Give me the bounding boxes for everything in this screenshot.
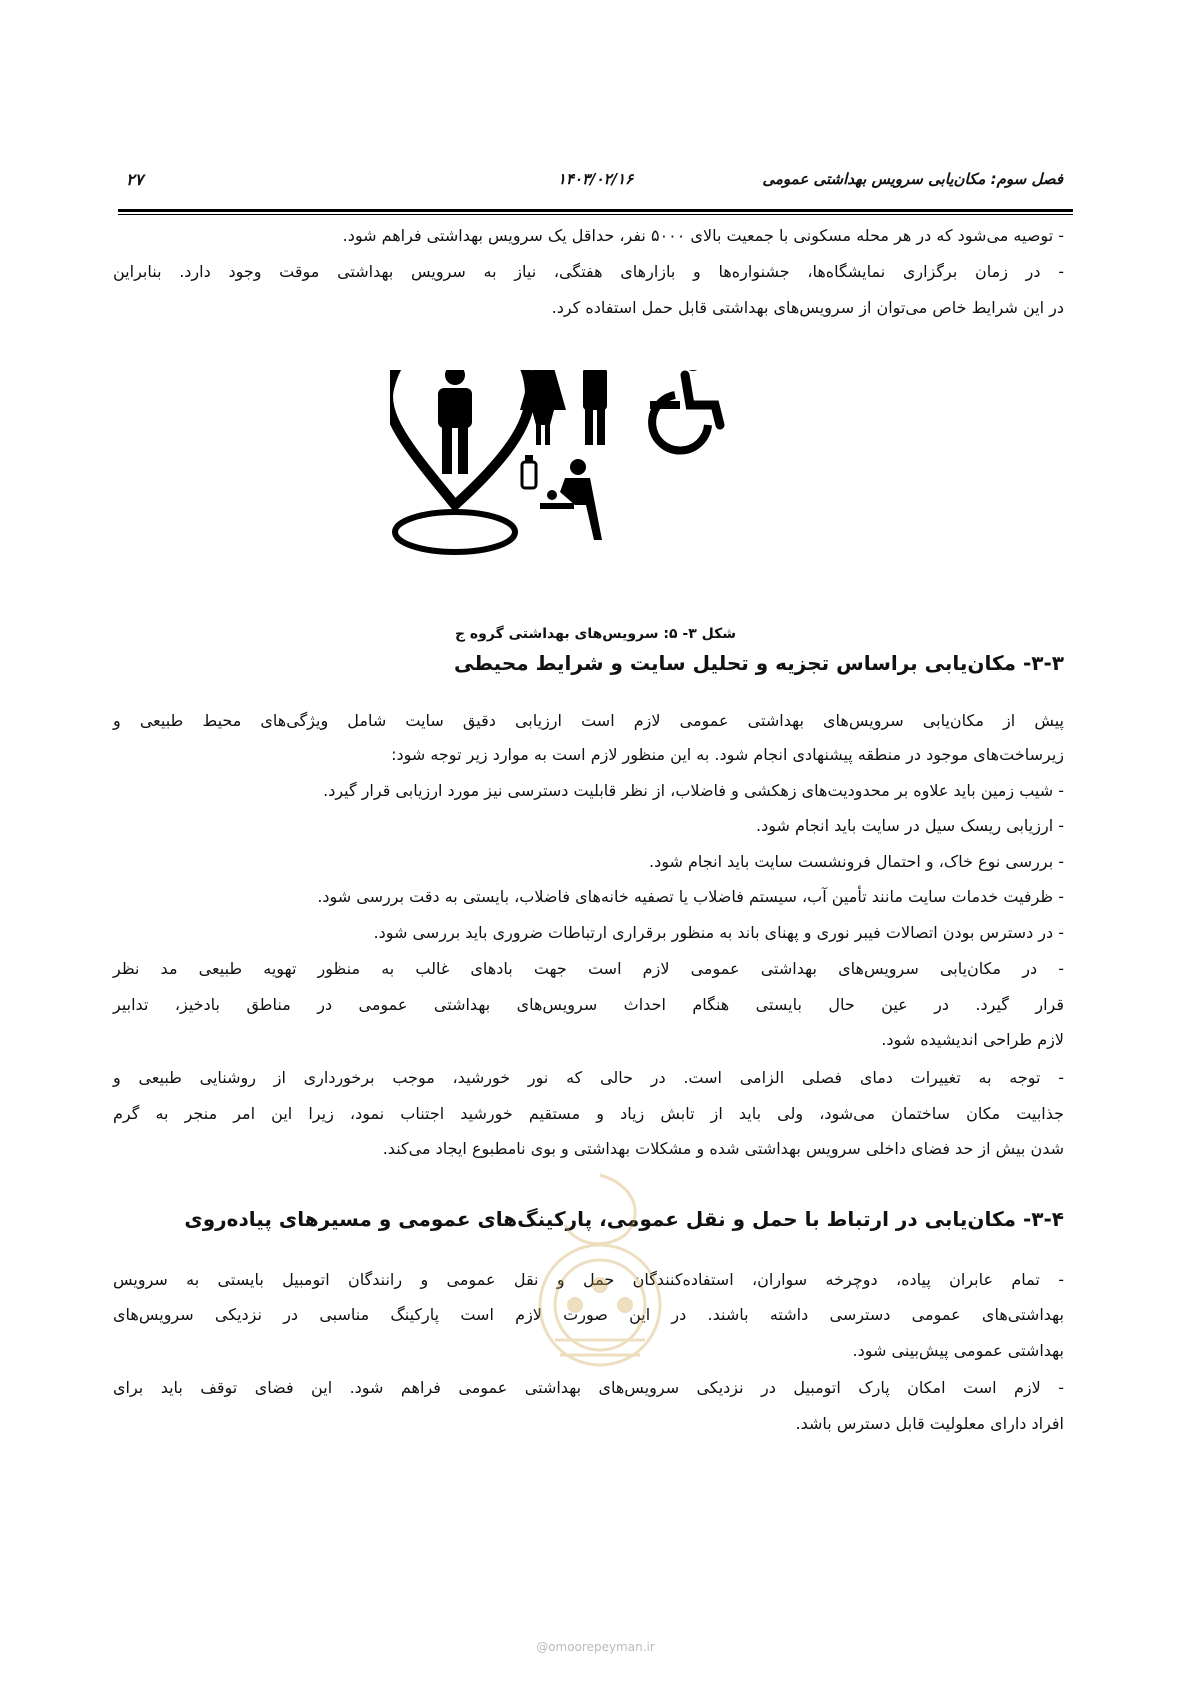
- chapter-title: فصل سوم: مکان‌یابی سرویس بهداشتی عمومی: [762, 170, 1063, 188]
- section-3-3-para-2: زیرساخت‌های موجود در منطقه پیشنهادی انجام شود. به این منظور لازم است به موارد زیر توجه شود:: [391, 745, 1064, 764]
- section-3-3-bullet-7-end: شدن بیش از حد فضای داخلی سرویس بهداشتی شده و مشکلات بهداشتی و بوی نامطبوع ایجاد می‌کند.: [382, 1139, 1064, 1158]
- intro-bullet-2-cont: در این شرایط خاص می‌توان از سرویس‌های بهداشتی قابل حمل استفاده کرد.: [551, 298, 1064, 317]
- section-3-4-bullet-2: - لازم است امکان پارک اتومبیل در نزدیکی سرویس‌های بهداشتی عمومی فراهم شود. این فضای توقف باید برای: [113, 1378, 1064, 1397]
- page-number: ۲۷: [126, 170, 144, 189]
- header-date: ۱۴۰۳/۰۲/۱۶: [557, 170, 634, 188]
- section-3-3-bullet-5: - در دسترس بودن اتصالات فیبر نوری و پهنای باند به منظور برقراری ارتباطات ضروری باید بررسی شود.: [373, 923, 1064, 942]
- section-3-3-bullet-2: - ارزیابی ریسک سیل در سایت باید انجام شود.: [756, 816, 1064, 835]
- man-icon: [583, 370, 607, 445]
- section-3-3-bullet-6-end: لازم طراحی اندیشیده شود.: [881, 1030, 1064, 1049]
- section-3-3-bullet-6-cont: قرار گیرد. در عین حال بایستی هنگام احداث سرویس‌های بهداشتی عمومی در مناطق بادخیز، تدابیر: [113, 995, 1064, 1014]
- section-3-4-bullet-1-cont: بهداشتی‌های عمومی دسترسی داشته باشند. در این صورت لازم است پارکینگ مناسبی در نزدیکی سرویس‌های: [113, 1305, 1064, 1324]
- header-rule-thin: [118, 214, 1073, 215]
- watermark-url: @omoorepeyman.ir: [536, 1640, 655, 1654]
- section-3-3-bullet-4: - ظرفیت خدمات سایت مانند تأمین آب، سیستم فاضلاب یا تصفیه خانه‌های فاضلاب، بایستی به دقت بررسی شود.: [317, 887, 1064, 906]
- intro-bullet-1: - توصیه می‌شود که در هر محله مسکونی با جمعیت بالای ۵۰۰۰ نفر، حداقل یک سرویس بهداشتی فراهم شود.: [342, 226, 1064, 245]
- sanitary-services-figure: [390, 370, 780, 605]
- baby-changing-icon: [540, 459, 602, 540]
- wheelchair-icon: [650, 370, 720, 451]
- pin-person-figure: [438, 370, 472, 474]
- figure-caption: شکل ۳- ۵: سرویس‌های بهداشتی گروه ج: [454, 626, 737, 642]
- section-3-3-bullet-1: - شیب زمین باید علاوه بر محدودیت‌های زهکشی و فاضلاب، از نظر قابلیت دسترسی نیز مورد ارزیابی قرار گیرد.: [323, 781, 1064, 800]
- section-3-3-bullet-3: - بررسی نوع خاک، و احتمال فرونشست سایت باید انجام شود.: [649, 852, 1064, 871]
- section-3-4-bullet-1-end: بهداشتی عمومی پیش‌بینی شود.: [852, 1341, 1064, 1360]
- section-3-3-bullet-6: - در مکان‌یابی سرویس‌های بهداشتی عمومی لازم است جهت بادهای غالب به منظور تهویه طبیعی مد نظر: [113, 959, 1064, 978]
- section-3-3-para-1: پیش از مکان‌یابی سرویس‌های بهداشتی عمومی لازم است ارزیابی دقیق سایت شامل ویژگی‌های محیط طبیعی و: [113, 711, 1064, 730]
- section-3-4-bullet-1: - تمام عابران پیاده، دوچرخه سواران، استفاده‌کنندگان حمل و نقل عمومی و رانندگان اتومبیل بایستی به سرویس: [113, 1270, 1064, 1289]
- section-3-4-bullet-2-cont: افراد دارای معلولیت قابل دسترس باشد.: [795, 1414, 1064, 1433]
- header-rule-thick: [118, 209, 1073, 212]
- intro-bullet-2: - در زمان برگزاری نمایشگاه‌ها، جشنواره‌ها و بازارهای هفتگی، نیاز به سرویس بهداشتی موقت وجود دارد. بنابراین: [113, 262, 1064, 281]
- baby-bottle-icon: [522, 455, 536, 488]
- section-3-3-bullet-7: - توجه به تغییرات دمای فصلی الزامی است. در حالی که نور خورشید، موجب برخورداری از روشنایی طبیعی و: [113, 1068, 1064, 1087]
- section-3-3-heading: ۳-۳- مکان‌یابی براساس تجزیه و تحلیل سایت و شرایط محیطی: [453, 651, 1064, 675]
- section-3-3-bullet-7-cont: جذابیت مکان ساختمان می‌شود، ولی باید از تابش زیاد و مستقیم خورشید اجتناب نمود، زیرا این امر منجر به گرم: [113, 1104, 1064, 1123]
- watermark-logo: [505, 1165, 695, 1375]
- section-3-4-heading: ۳-۴- مکان‌یابی در ارتباط با حمل و نقل عمومی، پارکینگ‌های عمومی و مسیرهای پیاده‌روی: [184, 1207, 1064, 1231]
